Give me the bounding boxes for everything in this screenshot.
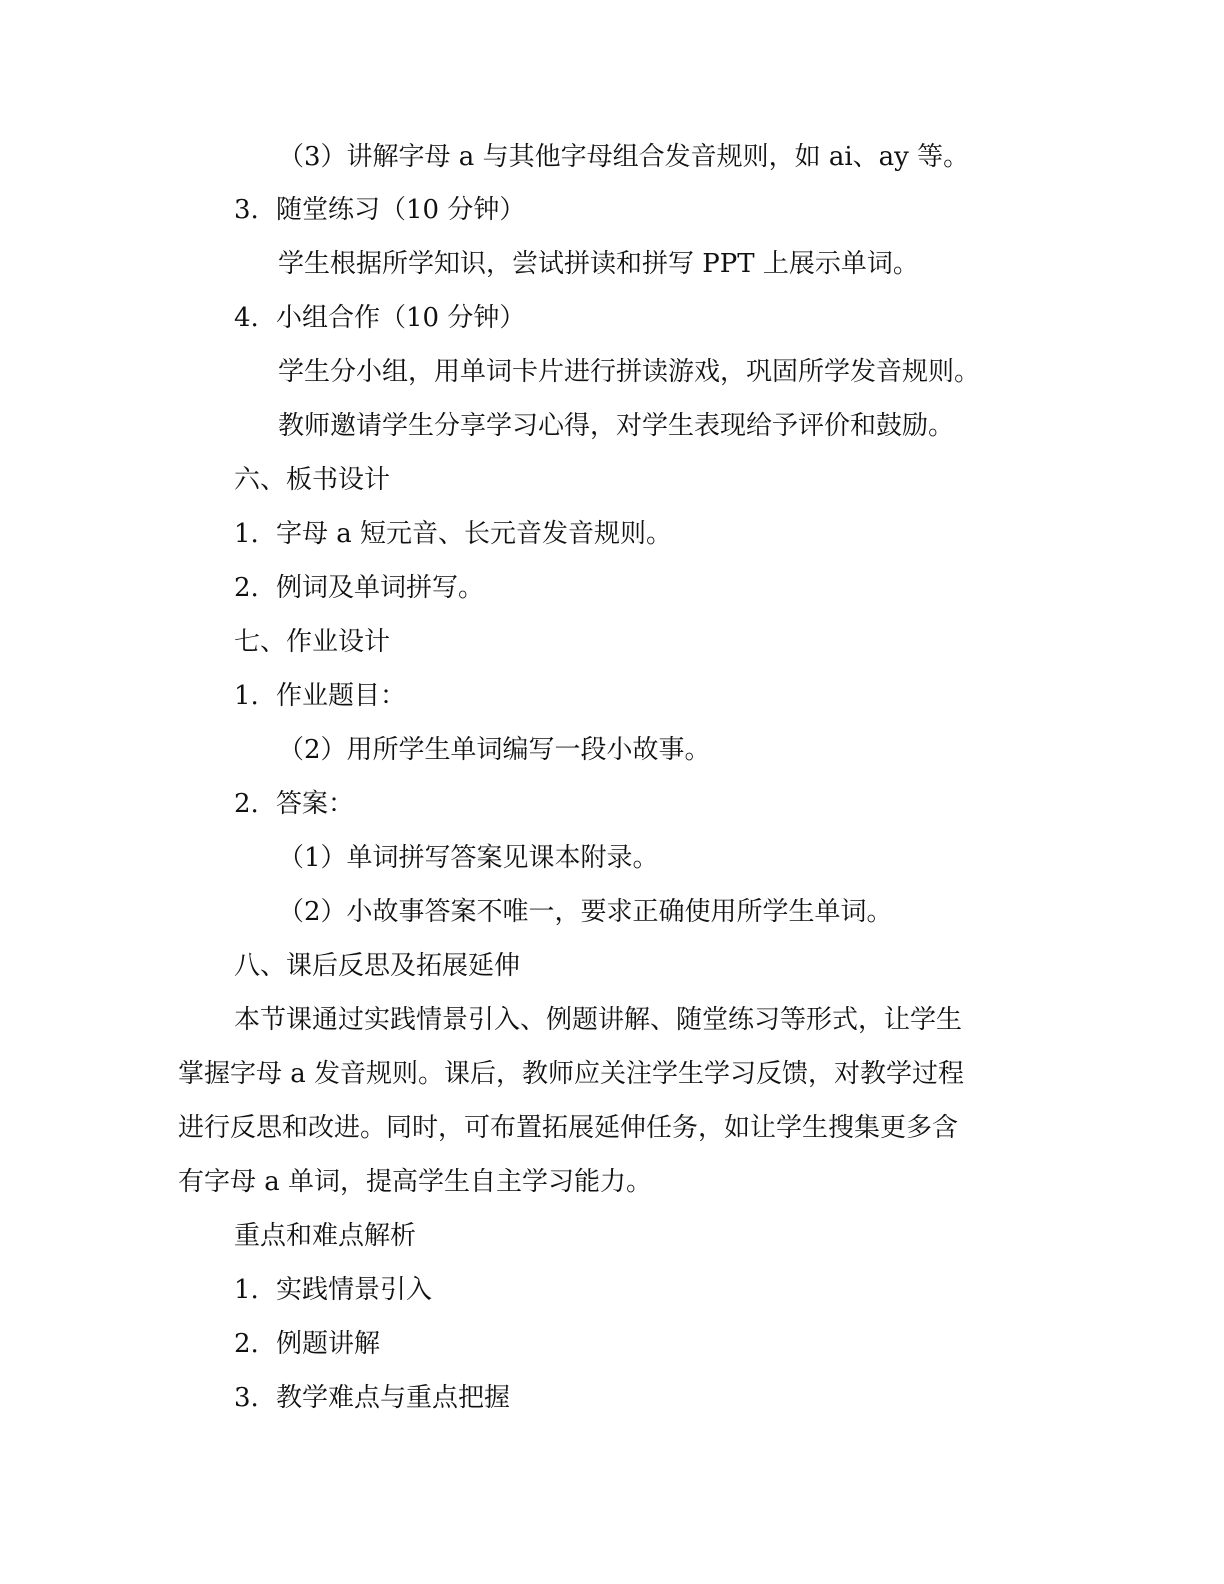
- item-number: 1.: [234, 1275, 259, 1305]
- numbered-item: [234, 787, 354, 821]
- line-text: 学生根据所学知识，尝试拼读和拼写 PPT 上展示单词。: [278, 249, 919, 279]
- item-text: 随堂练习（10 分钟）: [276, 195, 526, 225]
- numbered-item: [234, 517, 672, 551]
- item-number: 4.: [234, 303, 259, 333]
- item-number: 2.: [234, 789, 259, 819]
- item-number: 1.: [234, 681, 259, 711]
- heading-text: 八、课后反思及拓展延伸: [234, 951, 521, 981]
- item-number: 2.: [234, 1329, 259, 1359]
- line-text: 有字母 a 单词，提高学生自主学习能力。: [178, 1167, 653, 1197]
- paragraph-line: [234, 1003, 962, 1037]
- section-heading-key-points: [234, 1219, 416, 1253]
- line-text: （3）讲解字母 a 与其他字母组合发音规则，如 ai、ay 等。: [278, 142, 970, 172]
- item-text: 实践情景引入: [276, 1275, 433, 1305]
- paragraph-line: [178, 1057, 964, 1091]
- item-number: 1.: [234, 519, 259, 549]
- body-line: [278, 409, 954, 443]
- heading-text: 重点和难点解析: [234, 1221, 417, 1251]
- line-text: 教师邀请学生分享学习心得，对学生表现给予评价和鼓励。: [278, 411, 955, 441]
- item-text: 字母 a 短元音、长元音发音规则。: [276, 519, 673, 549]
- item-text: 教学难点与重点把握: [276, 1383, 511, 1413]
- item-number: 3.: [234, 1383, 259, 1413]
- numbered-item-practice: [234, 193, 525, 227]
- numbered-item: [234, 1381, 510, 1415]
- heading-text: 六、板书设计: [234, 465, 391, 495]
- item-text: 答案：: [276, 789, 355, 819]
- numbered-item: [234, 571, 484, 605]
- item-number: 3.: [234, 195, 259, 225]
- section-heading-homework: [234, 625, 390, 659]
- paragraph-line: [178, 1165, 652, 1199]
- line-text: 学生分小组，用单词卡片进行拼读游戏，巩固所学发音规则。: [278, 357, 981, 387]
- sub-item-line: [278, 841, 659, 875]
- numbered-item: [234, 1273, 432, 1307]
- numbered-item: [234, 679, 406, 713]
- heading-text: 七、作业设计: [234, 627, 391, 657]
- section-heading-reflection: [234, 949, 520, 983]
- sub-item-3-line: [278, 140, 969, 174]
- sub-item-line: [278, 895, 893, 929]
- paragraph-line: [178, 1111, 958, 1145]
- section-heading-board-design: [234, 463, 390, 497]
- line-text: （2）用所学生单词编写一段小故事。: [278, 735, 711, 765]
- item-text: 作业题目：: [276, 681, 407, 711]
- numbered-item-group-work: [234, 301, 525, 335]
- line-text: 本节课通过实践情景引入、例题讲解、随堂练习等形式，让学生: [234, 1005, 963, 1035]
- item-text: 小组合作（10 分钟）: [276, 303, 526, 333]
- body-line: [278, 247, 919, 281]
- line-text: （1）单词拼写答案见课本附录。: [278, 843, 659, 873]
- line-text: （2）小故事答案不唯一，要求正确使用所学生单词。: [278, 897, 893, 927]
- item-text: 例题讲解: [276, 1329, 381, 1359]
- body-line: [278, 355, 980, 389]
- item-text: 例词及单词拼写。: [276, 573, 485, 603]
- numbered-item: [234, 1327, 380, 1361]
- line-text: 进行反思和改进。同时，可布置拓展延伸任务，如让学生搜集更多含: [178, 1113, 959, 1143]
- item-number: 2.: [234, 573, 259, 603]
- sub-item-line: [278, 733, 711, 767]
- line-text: 掌握字母 a 发音规则。课后，教师应关注学生学习反馈，对教学过程: [178, 1059, 965, 1089]
